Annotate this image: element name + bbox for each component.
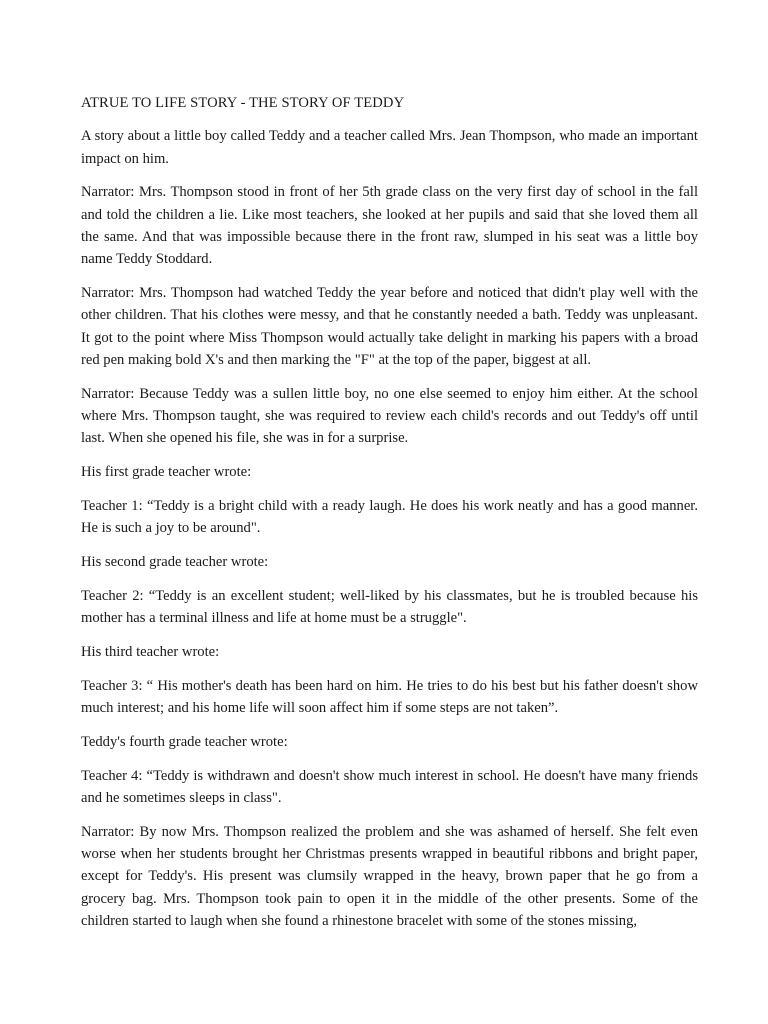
paragraph-narrator-2: Narrator: Mrs. Thompson had watched Teddy the year before and noticed that didn't play well with the other children. That his clothes were messy, and that he constantly needed a bath. Teddy was unpleasant. It got to the point where Miss Thompson would actually take delight in marking his papers with a broad red pen making bold X's and then marking the "F" at the top of the paper, biggest at all. [81, 285, 698, 368]
paragraph-teacher-3: Teacher 3: “ His mother's death has been hard on him. He tries to do his best but his father doesn't show much interest; and his home life will soon affect him if some steps are not taken”. [81, 677, 698, 717]
paragraph-first-grade-heading: His first grade teacher wrote: [81, 464, 252, 481]
paragraph-narrator-1: Narrator: Mrs. Thompson stood in front of her 5th grade class on the very first day of school in the fall and told the children a lie. Like most teachers, she looked at her pupils and said that she loved them all the same. And that was impossible because there in the front raw, slumped in his seat was a little boy name Teddy Stoddard. [81, 184, 698, 268]
paragraph-teacher-4: Teacher 4: “Teddy is withdrawn and doesn't show much interest in school. He doesn't have many friends and he sometimes sleeps in class". [81, 767, 698, 806]
paragraph-second-grade-heading: His second grade teacher wrote: [81, 554, 269, 571]
paragraph-third-grade-heading: His third teacher wrote: [81, 643, 220, 660]
paragraph-teacher-2: Teacher 2: “Teddy is an excellent student; well-liked by his classmates, but he is troubled because his mother has a terminal illness and life at home must be a struggle". [81, 587, 698, 627]
paragraph-fourth-grade-heading: Teddy's fourth grade teacher wrote: [81, 733, 288, 750]
document-title: ATRUE TO LIFE STORY - THE STORY OF TEDDY [81, 95, 405, 111]
paragraph-narrator-4: Narrator: By now Mrs. Thompson realized the problem and she was ashamed of herself. She felt even worse when her students brought her Christmas presents wrapped in beautiful ribbons and bright paper, except for Teddy's. His present was clumsily wrapped in the heavy, brown paper that he go from a grocery bag. Mrs. Thompson took pain to open it in the middle of the other presents. Some of the children started to laugh when she found a rhinestone bracelet with some of the stones missing, [81, 823, 698, 929]
paragraph-teacher-1: Teacher 1: “Teddy is a bright child with a ready laugh. He does his work neatly and has a good manner. He is such a joy to be around". [81, 497, 698, 537]
paragraph-intro: A story about a little boy called Teddy and a teacher called Mrs. Jean Thompson, who made an important impact on him. [81, 128, 698, 167]
paragraph-narrator-3: Narrator: Because Teddy was a sullen little boy, no one else seemed to enjoy him either. At the school where Mrs. Thompson taught, she was required to review each child's records and out Teddy's off until last. When she opened his file, she was in for a surprise. [81, 385, 698, 447]
